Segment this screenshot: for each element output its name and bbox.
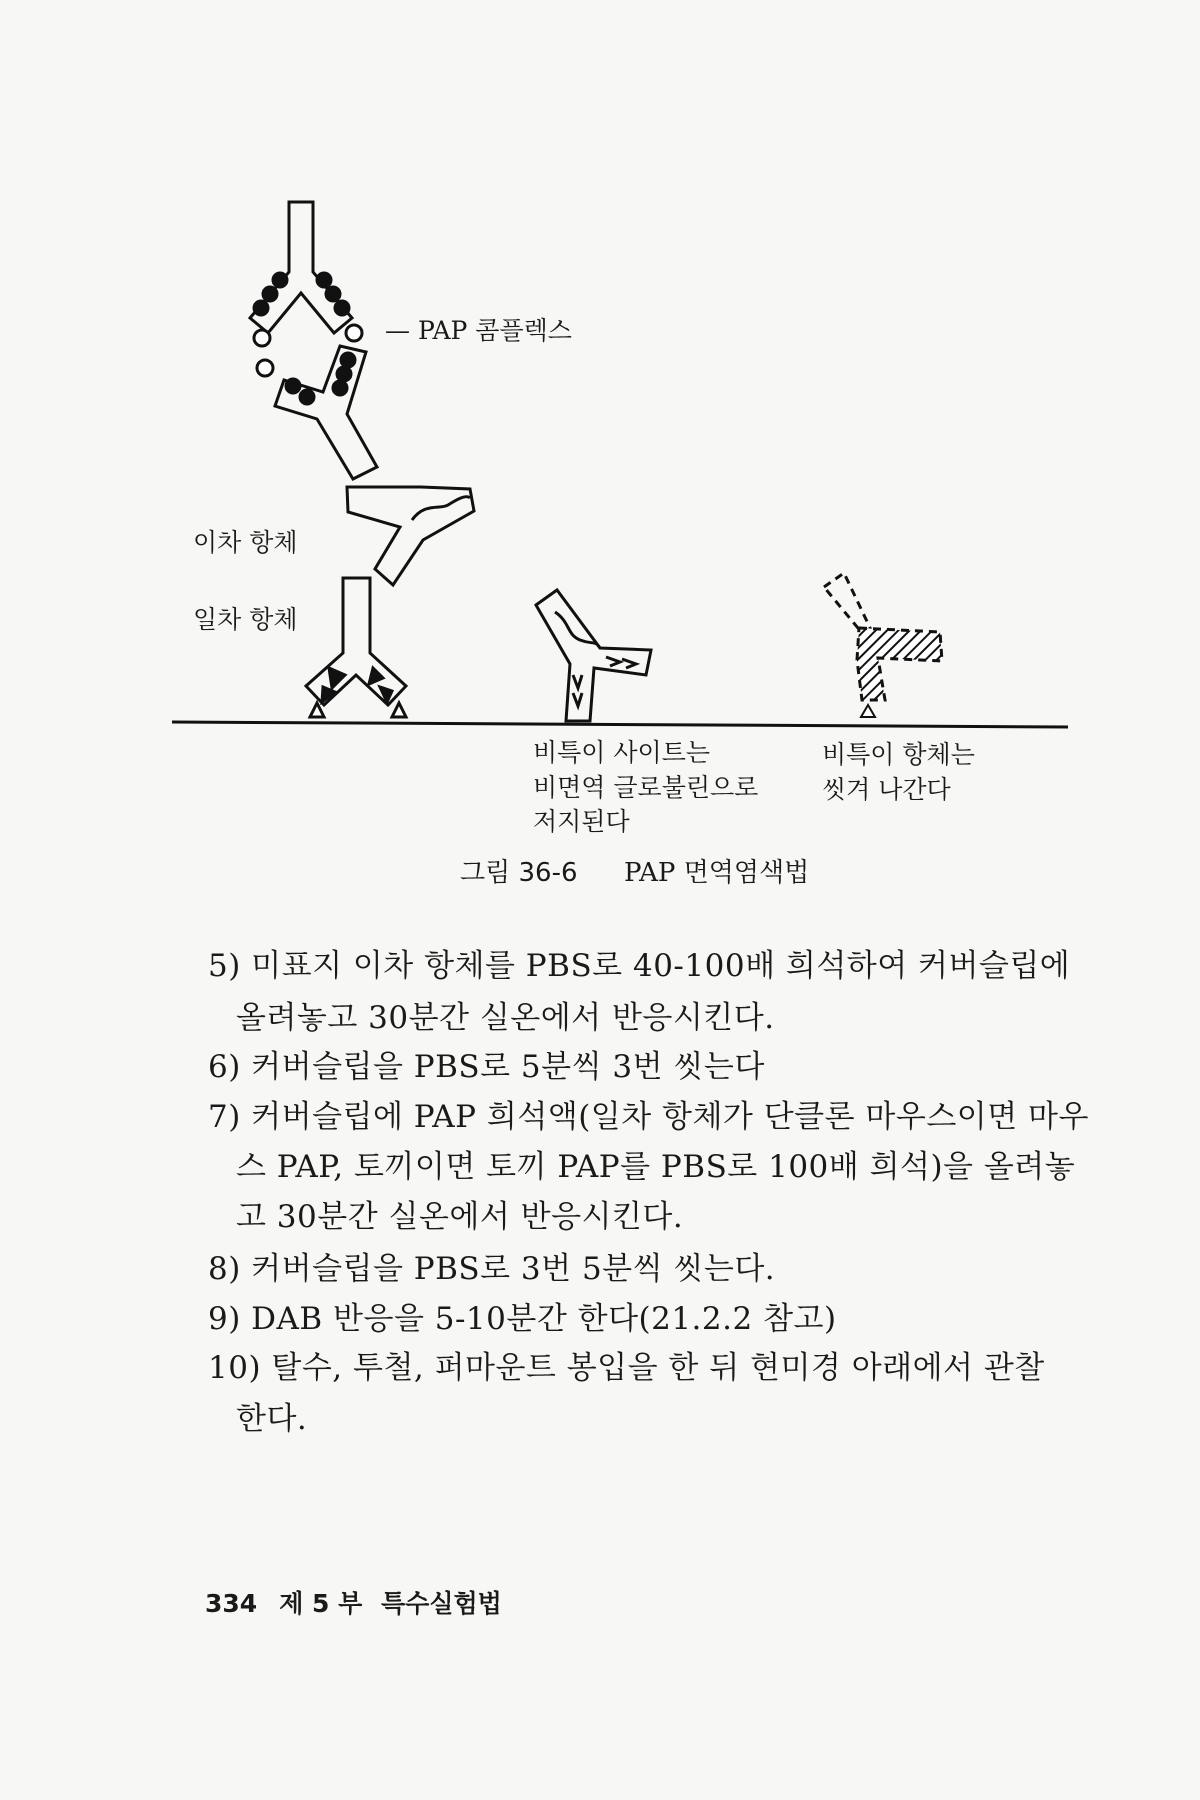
figure-title: PAP 면역염색법	[624, 858, 810, 888]
step-5-line-2: 올려놓고 30분간 실온에서 반응시킨다.	[236, 1000, 775, 1036]
step-10-line-1: 10) 탈수, 투철, 퍼마운트 봉입을 한 뒤 현미경 아래에서 관찰	[208, 1350, 1045, 1386]
page-footer	[205, 1584, 502, 1620]
nonspecific-antibody-label-line1: 비특이 항체는	[822, 740, 975, 769]
step-7-line-2: 스 PAP, 토끼이면 토끼 PAP를 PBS로 100배 희석)을 올려놓	[236, 1149, 1076, 1185]
secondary-antibody-label: 이차 항체	[193, 528, 298, 557]
pap-complex-label: — PAP 콤플렉스	[385, 316, 572, 345]
step-7-line-1: 7) 커버슬립에 PAP 희석액(일차 항체가 단클론 마우스이면 마우	[208, 1099, 1089, 1135]
nonspecific-antibody-label-line2: 씻겨 나간다	[822, 775, 951, 804]
nonspecific-site-label-line2: 비면역 글로불린으로	[533, 773, 759, 802]
primary-antibody-label: 일차 항체	[193, 605, 298, 634]
page-number: 334	[205, 1589, 258, 1618]
figure-number: 그림 36-6	[460, 858, 578, 888]
step-6-line-1: 6) 커버슬립을 PBS로 5분씩 3번 씻는다	[208, 1049, 765, 1085]
nonspecific-site-label-line1: 비특이 사이트는	[533, 738, 710, 767]
step-7-line-3: 고 30분간 실온에서 반응시킨다.	[236, 1199, 684, 1235]
step-8-line-1: 8) 커버슬립을 PBS로 3번 5분씩 씻는다.	[208, 1251, 776, 1287]
step-10-line-2: 한다.	[236, 1401, 308, 1437]
step-9-line-1: 9) DAB 반응을 5-10분간 한다(21.2.2 참고)	[208, 1301, 837, 1337]
figure-caption	[460, 852, 809, 889]
step-5-line-1: 5) 미표지 이차 항체를 PBS로 40-100배 희석하여 커버슬립에	[208, 948, 1071, 984]
part-label: 제 5 부	[279, 1589, 363, 1618]
chapter-title: 특수실험법	[381, 1589, 502, 1618]
nonspecific-site-label-line3: 저지된다	[533, 807, 630, 836]
